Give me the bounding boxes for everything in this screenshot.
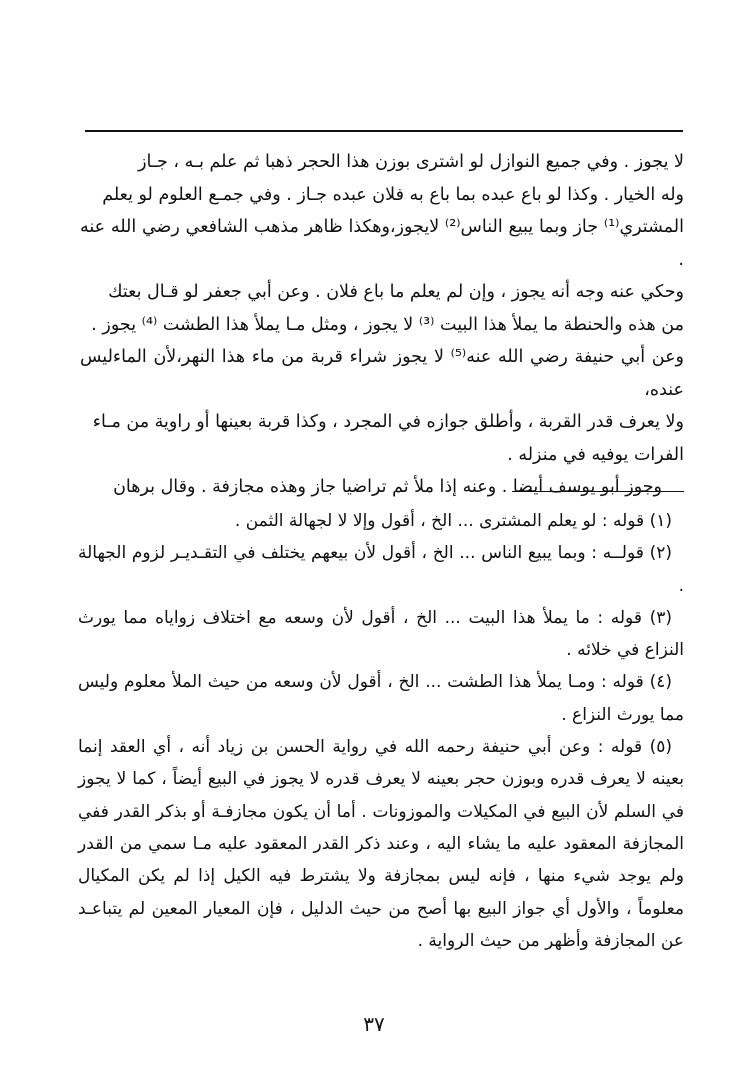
main-line: وحكي عنه وجه أنه يجوز ، وإن لم يعلم ما باع فلان . وعن أبي جعفر لو قـال بعتك — [108, 282, 684, 302]
header-rule — [85, 130, 683, 132]
main-line: ولا يعرف قدر القربة ، وأطلق جوازه في المجرد ، وكذا قربة بعينها أو راوية من مـاء — [92, 412, 684, 432]
main-line: من هذه والحنطة ما يملأ هذا البيت ⁽³⁾ لا يجوز ، ومثل مـا يملأ هذا الطشت ⁽⁴⁾ يجوز . — [91, 314, 684, 335]
footnotes — [78, 505, 684, 957]
main-line: لا يجوز . وفي جميع النوازل لو اشترى بوزن هذا الحجر ذهبا ثم علم بـه ، جـاز — [138, 152, 684, 172]
main-line: وله الخيار . وكذا لو باع عبده بما باع به فلان عبده جـاز . وفي جمـع العلوم لو يعلم — [102, 184, 684, 205]
main-line: المشتري⁽¹⁾ جاز وبما يبيع الناس⁽²⁾ لايجوز،وهكذا ظاهر مذهب الشافعي رضي الله عنه . — [80, 217, 684, 270]
footnote-separator — [512, 491, 684, 492]
footnote-5: (٥) قوله : وعن أبي حنيفة رحمه الله في رواية الحسن بن زياد أنه ، أي العقد إنما بعينه لا يعرف قدره وبوزن حجر بعينه لا يعرف قدره لا يجوز في البيع أيضاً ، كما لا يجوز في السلم لأن البيع في المكيلات والموزونات . أما أن يكون مجازفـة أو بذكر القدر ففي المجازفة المعقود عليه ما يشاء اليه ، وعند ذكر القدر المعقود عليه مـا سمي من القدر ولم يوجد شيء منها ، فإنه ليس بمجازفة ولا يشترط فيه الكيل إذا لم يكن المكيال معلوماً ، والأول أي جواز البيع بها أصح من حيث الدليل ، فإن المعيار المعين لم يتباعـد عن المجازفة وأظهر من حيث الرواية . — [78, 737, 684, 951]
main-line: وعن أبي حنيفة رضي الله عنه⁽⁵⁾ لا يجوز شراء قربة من ماء هذا النهر،لأن الماءليس عنده، — [80, 347, 684, 400]
page-number: ٣٧ — [363, 1012, 385, 1036]
footnote-4: (٤) قوله : ومـا يملأ هذا الطشت ... الخ ، أقول لأن وسعه من حيث الملأ معلوم وليس مما يورث النزاع . — [78, 672, 684, 725]
footnote-1: (١) قوله : لو يعلم المشترى ... الخ ، أقول وإلا لا لجهالة الثمن . — [234, 511, 672, 531]
main-line: الفرات يوفيه في منزله . — [507, 444, 684, 465]
main-text — [80, 146, 684, 504]
footnote-3: (٣) قوله : ما يملأ هذا البيت ... الخ ، أقول لأن وسعه مع اختلاف زواياه مما يورث النزاع في خلائه . — [78, 607, 684, 661]
main-line: وجوز أبو يوسف أيضا . وعنه إذا ملأ ثم تراضيا جاز وهذه مجازفة . وقال برهان — [113, 477, 662, 497]
footnote-2: (٢) قولــه : وبما يبيع الناس ... الخ ، أقول لأن بيعهم يختلف في التقـديـر لزوم الجهالة . — [78, 543, 684, 596]
